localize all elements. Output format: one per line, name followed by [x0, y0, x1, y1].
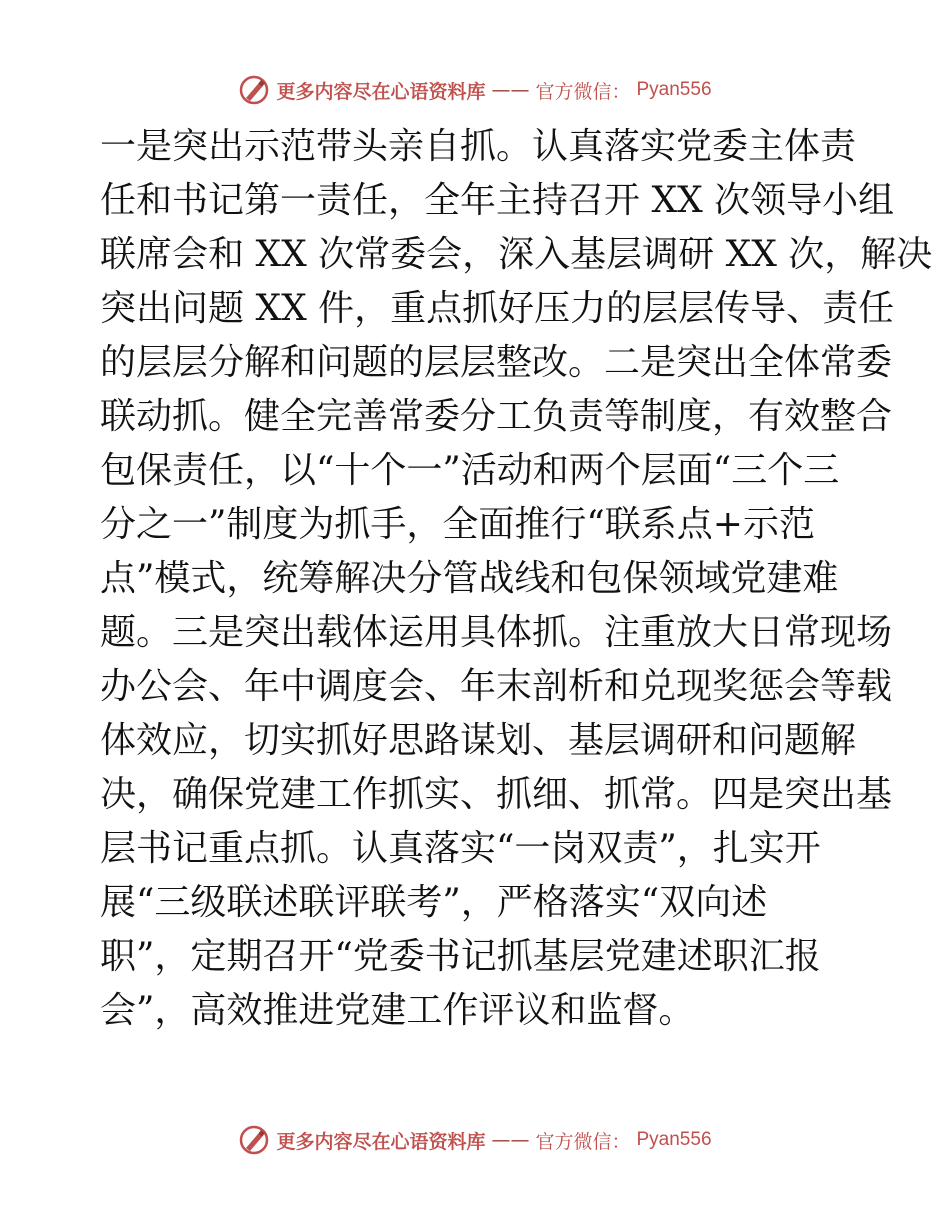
body-line: 联席会和 XX 次常委会，深入基层调研 XX 次，解决: [100, 234, 933, 275]
body-line: 一是突出示范带头亲自抓。认真落实党委主体责: [100, 126, 857, 167]
pen-logo-icon: [238, 1124, 270, 1156]
document-body: [100, 120, 933, 1038]
body-line: 任和书记第一责任，全年主持召开 XX 次领导小组: [100, 180, 895, 221]
header-separator: ——: [491, 79, 530, 101]
body-line: 展“三级联述联评联考”，严格落实“双向述: [100, 882, 768, 923]
body-line: 职”，定期召开“党委书记抓基层党建述职汇报: [100, 936, 821, 977]
body-line: 办公会、年中调度会、年末剖析和兑现奖惩会等载: [100, 666, 893, 707]
footer-wechat-label: 官方微信：: [535, 1130, 631, 1153]
body-line: 突出问题 XX 件，重点抓好压力的层层传导、责任: [100, 288, 895, 329]
header-site-name: 更多内容尽在心语资料库: [276, 80, 486, 103]
body-line: 层书记重点抓。认真落实“一岗双责”，扎实开: [100, 828, 821, 869]
body-line: 包保责任，以“十个一”活动和两个层面“三个三: [100, 450, 840, 491]
pen-logo-icon: [238, 74, 270, 106]
header-wechat-label: 官方微信：: [535, 80, 631, 103]
body-line: 的层层分解和问题的层层整改。二是突出全体常委: [100, 342, 893, 383]
body-line: 体效应，切实抓好思路谋划、基层调研和问题解: [100, 720, 857, 761]
body-line: 分之一”制度为抓手，全面推行“联系点+示范: [100, 504, 815, 545]
footer-watermark: [0, 1120, 950, 1160]
footer-site-name: 更多内容尽在心语资料库: [276, 1130, 486, 1153]
footer-wechat-id: Pyan556: [636, 1129, 712, 1150]
header-watermark: [0, 70, 950, 110]
header-wechat-id: Pyan556: [636, 79, 712, 100]
body-line: 决，确保党建工作抓实、抓细、抓常。四是突出基: [100, 774, 893, 815]
body-line: 题。三是突出载体运用具体抓。注重放大日常现场: [100, 612, 893, 653]
body-line: 联动抓。健全完善常委分工负责等制度，有效整合: [100, 396, 893, 437]
body-line: 会”，高效推进党建工作评议和监督。: [100, 990, 695, 1031]
footer-separator: ——: [491, 1129, 530, 1151]
body-line: 点”模式，统筹解决分管战线和包保领域党建难: [100, 558, 839, 599]
